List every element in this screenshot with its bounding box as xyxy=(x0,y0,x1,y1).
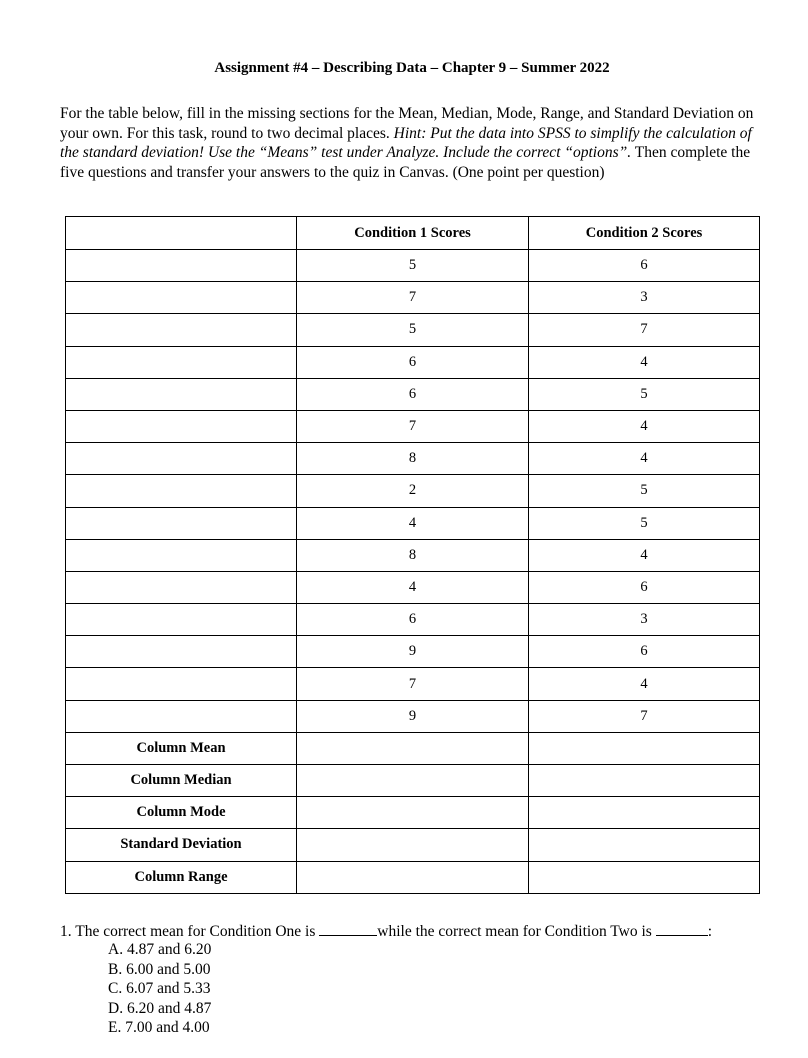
score-cell-condition-1: 7 xyxy=(297,282,529,314)
table-row xyxy=(66,668,760,700)
summary-label-cell: Standard Deviation xyxy=(66,829,297,861)
score-cell-condition-2: 7 xyxy=(529,314,760,346)
score-cell-condition-2: 3 xyxy=(529,604,760,636)
score-cell-condition-2: 7 xyxy=(529,700,760,732)
table-row xyxy=(66,346,760,378)
answer-option[interactable]: E. 7.00 and 4.00 xyxy=(108,1019,210,1036)
question-1-text-b: while the correct mean for Condition Two is xyxy=(377,923,656,940)
header-cell-label xyxy=(66,217,297,250)
summary-label-cell: Column Median xyxy=(66,765,297,797)
table-row xyxy=(66,410,760,442)
row-label-cell xyxy=(66,539,297,571)
score-cell-condition-1: 9 xyxy=(297,700,529,732)
score-cell-condition-1: 6 xyxy=(297,378,529,410)
table-header-row xyxy=(66,217,760,250)
row-label-cell xyxy=(66,636,297,668)
summary-label-cell: Column Mean xyxy=(66,732,297,764)
answer-option[interactable]: C. 6.07 and 5.33 xyxy=(108,980,211,997)
row-label-cell xyxy=(66,604,297,636)
score-cell-condition-2: 6 xyxy=(529,250,760,282)
answer-option[interactable]: D. 6.20 and 4.87 xyxy=(108,999,212,1017)
score-cell-condition-1: 9 xyxy=(297,636,529,668)
table-row xyxy=(66,604,760,636)
summary-label-cell: Column Range xyxy=(66,861,297,893)
answer-option[interactable]: B. 6.00 and 5.00 xyxy=(108,960,211,978)
row-label-cell xyxy=(66,668,297,700)
score-cell-condition-2: 5 xyxy=(529,475,760,507)
header-cell-condition-2: Condition 2 Scores xyxy=(529,217,760,250)
table-row xyxy=(66,475,760,507)
instructions-text-end: Then complete the five questions and transfer your answers to the quiz in Canvas. (One point per question) xyxy=(60,144,751,181)
summary-row xyxy=(66,765,760,797)
row-label-cell xyxy=(66,700,297,732)
row-label-cell xyxy=(66,410,297,442)
row-label-cell xyxy=(66,346,297,378)
question-1-text-a: 1. The correct mean for Condition One is xyxy=(60,923,320,940)
question-1-stem xyxy=(60,921,780,942)
table-row xyxy=(66,314,760,346)
row-label-cell xyxy=(66,475,297,507)
table-row xyxy=(66,700,760,732)
score-cell-condition-2: 4 xyxy=(529,539,760,571)
row-label-cell xyxy=(66,443,297,475)
summary-label-cell: Column Mode xyxy=(66,797,297,829)
score-cell-condition-1: 8 xyxy=(297,539,529,571)
table-row xyxy=(66,250,760,282)
row-label-cell xyxy=(66,250,297,282)
summary-row xyxy=(66,829,760,861)
summary-cell-condition-1[interactable] xyxy=(297,797,529,829)
question-1-text-c: : xyxy=(707,923,713,940)
answer-blank-condition-1[interactable] xyxy=(319,921,377,936)
score-cell-condition-1: 8 xyxy=(297,443,529,475)
score-cell-condition-1: 5 xyxy=(297,314,529,346)
summary-row xyxy=(66,861,760,893)
table-row xyxy=(66,443,760,475)
instructions-paragraph xyxy=(60,104,760,182)
score-cell-condition-1: 2 xyxy=(297,475,529,507)
table-row xyxy=(66,282,760,314)
score-cell-condition-1: 7 xyxy=(297,668,529,700)
summary-cell-condition-2[interactable] xyxy=(529,765,760,797)
answer-option[interactable]: A. 4.87 and 6.20 xyxy=(108,941,212,958)
summary-cell-condition-2[interactable] xyxy=(529,829,760,861)
score-cell-condition-2: 5 xyxy=(529,507,760,539)
instructions-text: For the table below, fill in the missing sections for the Mean, Median, Mode, Range, and Standard Deviation on your own. For this task, round to two decimal places. xyxy=(60,105,754,142)
table-row xyxy=(66,636,760,668)
summary-row xyxy=(66,732,760,764)
header-cell-condition-1: Condition 1 Scores xyxy=(297,217,529,250)
score-cell-condition-2: 4 xyxy=(529,410,760,442)
summary-row xyxy=(66,797,760,829)
row-label-cell xyxy=(66,571,297,603)
question-1-options xyxy=(108,940,211,1038)
score-cell-condition-2: 6 xyxy=(529,571,760,603)
summary-cell-condition-2[interactable] xyxy=(529,797,760,829)
score-cell-condition-1: 5 xyxy=(297,250,529,282)
score-cell-condition-1: 6 xyxy=(297,604,529,636)
score-cell-condition-2: 6 xyxy=(529,636,760,668)
summary-cell-condition-1[interactable] xyxy=(297,765,529,797)
answer-blank-condition-2[interactable] xyxy=(656,921,708,936)
page-title: Assignment #4 – Describing Data – Chapter 9 – Summer 2022 xyxy=(214,60,610,76)
summary-cell-condition-1[interactable] xyxy=(297,861,529,893)
row-label-cell xyxy=(66,314,297,346)
score-cell-condition-1: 7 xyxy=(297,410,529,442)
score-cell-condition-2: 4 xyxy=(529,346,760,378)
row-label-cell xyxy=(66,378,297,410)
summary-cell-condition-1[interactable] xyxy=(297,829,529,861)
row-label-cell xyxy=(66,507,297,539)
score-cell-condition-1: 6 xyxy=(297,346,529,378)
table-row xyxy=(66,378,760,410)
score-cell-condition-2: 4 xyxy=(529,668,760,700)
summary-cell-condition-2[interactable] xyxy=(529,732,760,764)
score-cell-condition-1: 4 xyxy=(297,507,529,539)
row-label-cell xyxy=(66,282,297,314)
score-cell-condition-2: 3 xyxy=(529,282,760,314)
score-cell-condition-2: 4 xyxy=(529,443,760,475)
table-row xyxy=(66,571,760,603)
table-row xyxy=(66,539,760,571)
instructions-hint: Hint: Put the data into SPSS to simplify the calculation of the standard deviation! Use the “Means” test under Analyze. Include the correct “options”. xyxy=(60,124,752,161)
scores-table xyxy=(65,216,760,894)
score-cell-condition-2: 5 xyxy=(529,378,760,410)
summary-cell-condition-2[interactable] xyxy=(529,861,760,893)
score-cell-condition-1: 4 xyxy=(297,571,529,603)
table-row xyxy=(66,507,760,539)
summary-cell-condition-1[interactable] xyxy=(297,732,529,764)
